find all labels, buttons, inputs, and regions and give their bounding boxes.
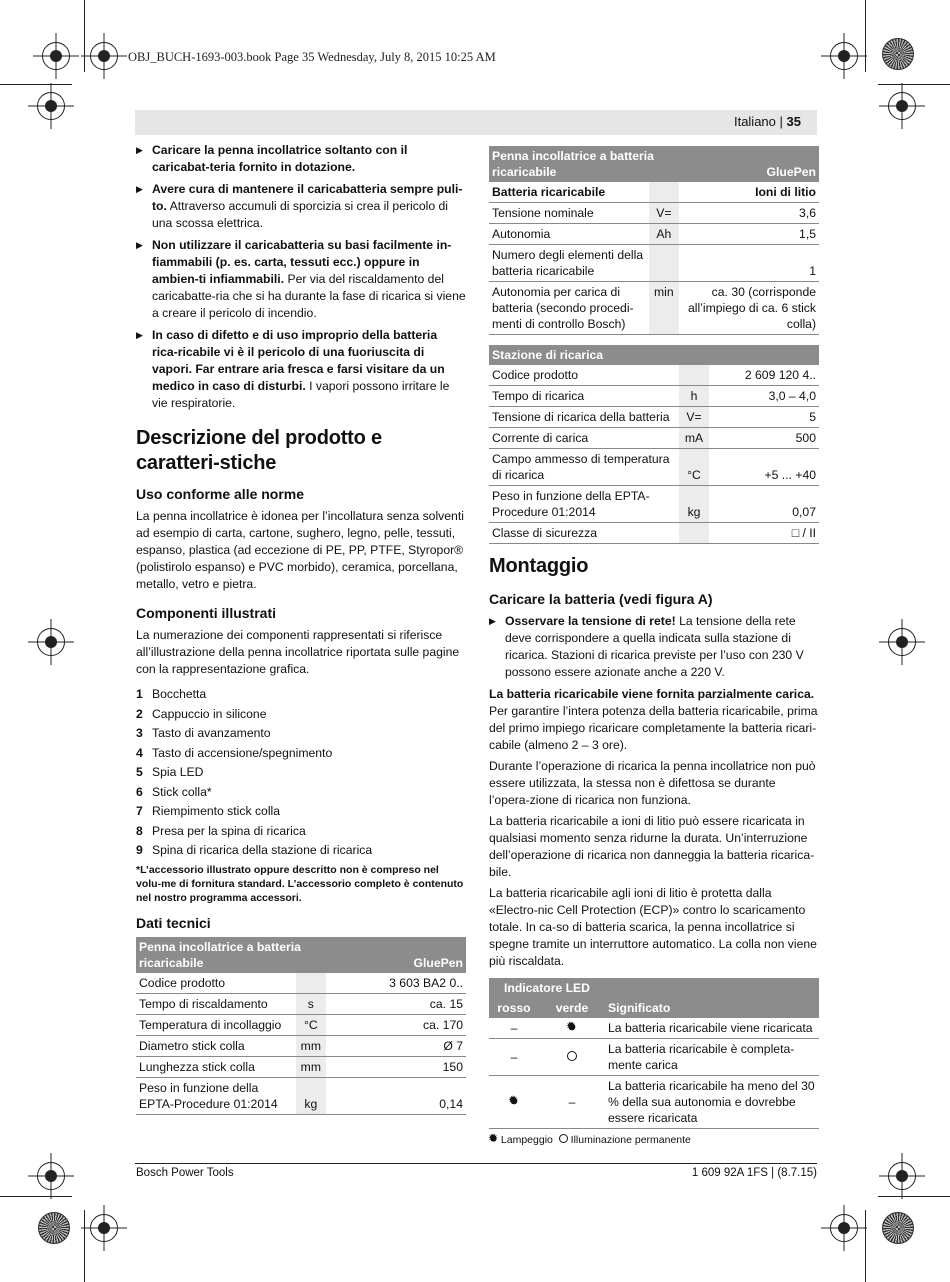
- table-row: Campo ammesso di temperatura di ricarica °C +5 ... +40: [489, 449, 819, 486]
- table-row: Diametro stick colla mm Ø 7: [136, 1036, 466, 1057]
- footer-rule: [135, 1163, 817, 1164]
- color-star-mark: [38, 1212, 70, 1244]
- protection-class-symbol: □ / II: [709, 523, 819, 544]
- footer-brand: Bosch Power Tools: [136, 1167, 234, 1179]
- registration-mark: [37, 92, 65, 120]
- charge-heading: Caricare la batteria (vedi figura A): [489, 591, 713, 607]
- table-row: Tempo di ricarica h 3,0 – 4,0: [489, 386, 819, 407]
- header-language-page: Italiano | 35: [733, 114, 801, 129]
- components-text: La numerazione dei componenti rappresentati si riferisce all’illustrazione della penna incollatrice riportata sulle pagine con la rappresentazione grafica.: [136, 628, 460, 676]
- charge-paragraph: Durante l’operazione di ricarica la penna incollatrice non può essere utilizzata, la stessa non è difettosa se durante l’opera-zione di ricarica non funziona.: [489, 759, 816, 807]
- charge-paragraph: La batteria ricaricabile a ioni di litio può essere ricaricata in qualsiasi momento senza ridurne la durata. Un’interruzione dell’operazione di ricarica non danneggia la batteria ricarica-bile.: [489, 814, 815, 879]
- table-header: Stazione di ricarica: [489, 345, 819, 365]
- registration-mark: [888, 628, 916, 656]
- left-column: [136, 142, 466, 1125]
- table-row: Tensione nominale V= 3,6: [489, 203, 819, 224]
- list-item: 9 Spina di ricarica della stazione di ricarica: [136, 843, 373, 857]
- table-row: Tempo di riscaldamento s ca. 15: [136, 994, 466, 1015]
- table-row: Batteria ricaricabile Ioni di litio: [489, 182, 819, 203]
- table-header: Penna incollatrice a batteria ricaricabile GluePen: [136, 937, 466, 973]
- steady-light-icon: [567, 1051, 577, 1061]
- led-legend: ✹ Lampeggio Illuminazione permanente: [489, 1132, 819, 1149]
- flashing-icon: [567, 1022, 577, 1032]
- registration-mark: [37, 628, 65, 656]
- battery-data-table: [489, 146, 819, 335]
- registration-mark: [37, 1162, 65, 1190]
- list-item: 6 Stick colla*: [136, 784, 212, 799]
- registration-mark: [90, 42, 118, 70]
- table-row: Corrente di carica mA 500: [489, 428, 819, 449]
- registration-mark: [888, 92, 916, 120]
- table-row: Codice prodotto 2 609 120 4..: [489, 365, 819, 386]
- list-item: 3 Tasto di avanzamento: [136, 726, 271, 740]
- table-row: Peso in funzione della EPTA-Procedure 01:2014 kg 0,07: [489, 486, 819, 523]
- color-star-mark: [882, 1212, 914, 1244]
- registration-mark: [830, 42, 858, 70]
- table-header: Penna incollatrice a batteria ricaricabile GluePen: [489, 146, 819, 182]
- components-list: [136, 686, 466, 859]
- list-item: 7 Riempimento stick colla: [136, 804, 281, 818]
- table-row: Numero degli elementi della batteria ricaricabile 1: [489, 245, 819, 282]
- list-item: 8 Presa per la spina di ricarica: [136, 823, 306, 838]
- flashing-icon: [509, 1096, 519, 1106]
- charge-paragraph: La batteria ricaricabile viene fornita parzialmente carica. Per garantire l’intera potenza della batteria ricaricabile, prima del primo impiego ricaricare completamente la batteria ricari-cabile (almeno 2 – 3 ore).: [489, 687, 818, 752]
- led-indicator-table: [489, 978, 819, 1129]
- voltage-bullet: ▶ Osservare la tensione di rete! La tensione della rete deve corrispondere a quella indicata sulla stazione di ricarica. Stazioni di ricarica previste per l’uso con 230 V possono essere azionate anche a 220 V.: [489, 613, 819, 681]
- use-text: La penna incollatrice è idonea per l’incollatura senza solventi ad esempio di carta, cartone, sughero, legno, pelle, tessuti, espanso, plastica (ad eccezione di PE, PP, PTFE, Styropor® (polistirolo espanso) e PVC morbido), ceramica, porcellana, metallo, vetro e pietra.: [136, 509, 464, 591]
- footer-doc-number: 1 609 92A 1FS | (8.7.15): [691, 1167, 817, 1179]
- list-item: 1 Bocchetta: [136, 687, 207, 701]
- steady-light-icon: [559, 1134, 568, 1143]
- safety-bullet: ▶ Non utilizzare il caricabatteria su basi facilmente in-fiammabili (p. es. carta, tessuti ecc.) oppure in ambien-ti infiammabili. Per via del riscaldamento del caricabatte-ria che si ha durante la fase di ricarica si viene a creare il pericolo di incendio.: [136, 237, 466, 322]
- accessory-footnote: *L’accessorio illustrato oppure descritto non è compreso nel volu-me di fornitura standard. L’accessorio completo è contenuto nel nostro programma accessori.: [136, 864, 464, 904]
- print-info-line: OBJ_BUCH-1693-003.book Page 35 Wednesday, July 8, 2015 10:25 AM: [128, 50, 496, 64]
- charging-station-table: [489, 345, 819, 544]
- table-row: Autonomia Ah 1,5: [489, 224, 819, 245]
- table-row: Peso in funzione della EPTA-Procedure 01:2014 kg 0,14: [136, 1078, 466, 1115]
- list-item: 4 Tasto di accensione/spegnimento: [136, 745, 333, 760]
- list-item: 5 Spia LED: [136, 765, 204, 779]
- tech-data-table: [136, 937, 466, 1115]
- table-row: Codice prodotto 3 603 BA2 0..: [136, 973, 466, 994]
- safety-bullet: ▶ Avere cura di mantenere il caricabatteria sempre puli-to. Attraverso accumuli di sporcizia si crea il pericolo di una scossa elettrica.: [136, 181, 466, 232]
- registration-mark: [42, 42, 70, 70]
- safety-bullet: ▶ Caricare la penna incollatrice soltanto con il caricabat-teria fornito in dotazione.: [136, 142, 466, 176]
- table-row: – La batteria ricaricabile è completa-mente carica: [489, 1039, 819, 1076]
- registration-mark: [830, 1214, 858, 1242]
- page-header: [135, 110, 817, 135]
- table-row: ✹ – La batteria ricaricabile ha meno del 30 % della sua autonomia e dovrebbe essere ricaricata: [489, 1076, 819, 1129]
- table-header: rosso verde Significato: [489, 998, 819, 1018]
- registration-mark: [888, 1162, 916, 1190]
- table-row: Lunghezza stick colla mm 150: [136, 1057, 466, 1078]
- components-heading: Componenti illustrati: [136, 605, 276, 621]
- table-header: Indicatore LED: [489, 978, 819, 998]
- registration-mark: [90, 1214, 118, 1242]
- color-star-mark: [882, 38, 914, 70]
- tech-heading: Dati tecnici: [136, 915, 211, 931]
- table-row: Temperatura di incollaggio °C ca. 170: [136, 1015, 466, 1036]
- list-item: 2 Cappuccio in silicone: [136, 706, 267, 721]
- right-column: [489, 146, 819, 1149]
- safety-bullet: ▶ In caso di difetto e di uso improprio della batteria rica-ricabile vi è il pericolo di una fuoriuscita di vapori. Far entrare aria fresca e farsi visitare da un medico in caso di disturbi. I vapori possono irritare le vie respiratorie.: [136, 327, 466, 412]
- section-title: Descrizione del prodotto e caratteri-stiche: [136, 427, 382, 474]
- flashing-icon: [489, 1134, 498, 1143]
- mount-title: Montaggio: [489, 555, 589, 577]
- table-row: Classe di sicurezza □ / II: [489, 523, 819, 544]
- table-row: Tensione di ricarica della batteria V= 5: [489, 407, 819, 428]
- charge-paragraph: La batteria ricaricabile agli ioni di litio è protetta dalla «Electro-nic Cell Protection (ECP)» contro lo scaricamento totale. In ca-so di batteria scarica, la penna incollatrice si spegne tramite un interruttore automatico. La colla non viene più riscaldata.: [489, 886, 817, 968]
- table-row: Autonomia per carica di batteria (secondo procedi-menti di controllo Bosch) min ca. 30 (corrisponde all’impiego di ca. 6 stick colla): [489, 282, 819, 335]
- use-heading: Uso conforme alle norme: [136, 486, 305, 502]
- table-row: – ✹ La batteria ricaricabile viene ricaricata: [489, 1018, 819, 1039]
